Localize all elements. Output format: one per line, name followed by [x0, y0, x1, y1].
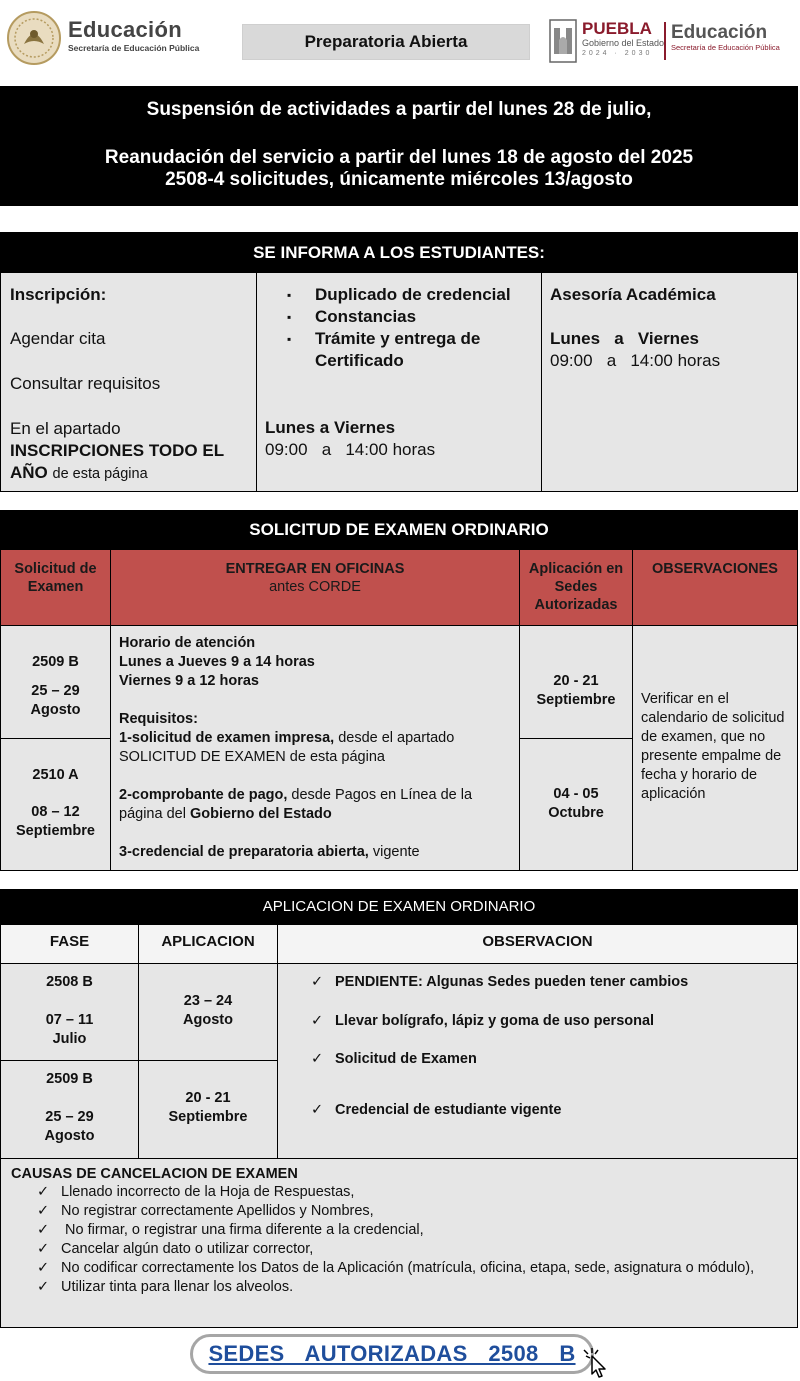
check-icon: ✓ — [37, 1203, 50, 1219]
causa-item — [37, 1240, 797, 1259]
observacion-item-label: Solicitud de Examen — [335, 1051, 477, 1067]
aplicacion-date-cell — [138, 963, 278, 1061]
aplicacion-title: APLICACION DE EXAMEN ORDINARIO — [0, 889, 798, 925]
horario-title: Horario de atención — [119, 635, 256, 651]
observacion-item-label: Credencial de estudiante vigente — [335, 1102, 562, 1118]
requisitos-block — [119, 634, 514, 862]
bullet-icon: ▪ — [287, 332, 292, 346]
causas-title: CAUSAS DE CANCELACION DE EXAMEN — [11, 1166, 298, 1182]
apartado-prefix: En el apartado — [10, 419, 121, 438]
check-icon: ✓ — [311, 1102, 324, 1118]
edu-right-title: Educación — [671, 22, 768, 43]
apartado-suffix: de esta página — [52, 466, 148, 482]
tramite-item-label: Duplicado de credencial — [315, 285, 511, 304]
requisito-1-bold: 1-solicitud de examen impresa, — [119, 730, 335, 746]
observaciones-list-cell — [277, 963, 798, 1159]
causa-item — [37, 1221, 797, 1240]
asesoria-hours: 09:00 a 14:00 horas — [550, 351, 721, 370]
informa-asesoria-cell — [541, 272, 798, 492]
solicitud-title: SOLICITUD DE EXAMEN ORDINARIO — [0, 510, 798, 550]
notice-line-2: Reanudación del servicio a partir del lunes 18 de agosto del 2025 — [104, 147, 694, 168]
horario-line-1: Lunes a Jueves 9 a 14 horas — [119, 654, 315, 670]
check-icon: ✓ — [311, 1051, 324, 1067]
sep-subtitle: Secretaría de Educación Pública — [68, 43, 200, 53]
consultar-requisitos: Consultar requisitos — [10, 374, 161, 393]
puebla-years: 2024 · 2030 — [582, 50, 653, 57]
inscripcion-label: Inscripción: — [10, 285, 107, 304]
check-icon: ✓ — [311, 1013, 324, 1029]
requisito-2 — [119, 786, 514, 824]
aplicacion-dates: 04 - 05 Octubre — [548, 786, 604, 821]
agendar-cita: Agendar cita — [10, 329, 106, 348]
causa-label: Utilizar tinta para llenar los alveolos. — [61, 1279, 294, 1295]
informa-inscripcion-cell — [0, 272, 257, 492]
puebla-subtitle: Gobierno del Estado — [582, 38, 665, 48]
apartado-text — [10, 440, 245, 485]
header-observaciones-label: OBSERVACIONES — [652, 561, 778, 577]
causas-list — [37, 1183, 797, 1297]
observacion-item — [311, 1050, 477, 1069]
sep-title: Educación — [68, 17, 182, 42]
fase-dates: 25 – 29 Agosto — [44, 1109, 95, 1144]
check-icon: ✓ — [37, 1260, 50, 1276]
check-icon: ✓ — [311, 974, 324, 990]
aplicacion-dates-cell — [519, 738, 633, 871]
requisito-1-rest: desde el apartado SOLICITUD DE EXAMEN de esta página — [119, 730, 455, 765]
header-fase — [0, 924, 139, 964]
puebla-name: PUEBLA — [582, 19, 652, 38]
notice-line-1: Suspensión de actividades a partir del lunes 28 de julio, — [146, 99, 652, 120]
observacion-item-label: PENDIENTE: Algunas Sedes pueden tener cambios — [335, 974, 689, 990]
tramite-item-label: Trámite y entrega de Certificado — [315, 329, 481, 370]
edu-right-subtitle: Secretaría de Educación Pública — [671, 43, 780, 52]
fase-code: 2509 B — [46, 1071, 93, 1087]
observaciones-cell — [632, 625, 798, 871]
causa-item — [37, 1183, 797, 1202]
causa-item — [37, 1278, 797, 1297]
tramite-item — [287, 328, 537, 372]
header-solicitud-label: Solicitud de Examen — [14, 561, 97, 595]
page-header — [0, 0, 800, 80]
solicitud-fase-cell — [0, 738, 111, 871]
puebla-cathedral-logo-icon — [548, 18, 578, 64]
bullet-icon: ▪ — [287, 310, 292, 324]
tramites-hours: 09:00 a 14:00 horas — [265, 440, 436, 459]
requisitos-title: Requisitos: — [119, 711, 198, 727]
requisito-2-rest: desde Pagos en Línea de la página del — [119, 787, 473, 822]
fase-code: 2510 A — [32, 767, 79, 783]
notice-line-3: 2508-4 solicitudes, únicamente miércoles 13/agosto — [165, 169, 633, 190]
aplicacion-dates-cell — [519, 625, 633, 739]
informa-title: SE INFORMA A LOS ESTUDIANTES: — [0, 232, 798, 273]
aplicacion-dates: 20 - 21 Septiembre — [168, 1090, 248, 1125]
asesoria-title: Asesoría Académica — [550, 285, 716, 304]
observacion-item — [311, 1012, 654, 1031]
check-icon: ✓ — [37, 1241, 50, 1257]
header-observacion — [277, 924, 798, 964]
fase-code: 2509 B — [32, 654, 79, 670]
tramites-list — [287, 284, 537, 372]
header-aplicacion-label: APLICACION — [161, 933, 255, 950]
asesoria-days: Lunes a Viernes — [550, 329, 699, 348]
program-title: Preparatoria Abierta — [242, 24, 530, 60]
requisito-3-rest: vigente — [368, 844, 420, 860]
aplicacion-dates: 20 - 21 Septiembre — [536, 673, 616, 708]
fase-dates: 25 – 29 Agosto — [30, 683, 81, 718]
observacion-item-label: Llevar bolígrafo, lápiz y goma de uso personal — [335, 1013, 655, 1029]
edu-puebla-brand — [671, 22, 780, 53]
header-aplicacion-label: Aplicación en Sedes Autorizadas — [528, 561, 624, 613]
causa-label: Llenado incorrecto de la Hoja de Respuestas, — [61, 1184, 355, 1200]
requisito-1 — [119, 729, 514, 767]
click-cursor-icon — [578, 1346, 612, 1378]
sep-eagle-logo-icon — [6, 10, 62, 66]
cancelacion-causas — [0, 1158, 798, 1328]
solicitud-fase-cell — [0, 625, 111, 739]
apartado-link-text: INSCRIPCIONES TODO EL AÑO — [10, 441, 224, 482]
puebla-brand — [582, 20, 664, 58]
header-aplicacion — [519, 549, 633, 626]
header-observacion-label: OBSERVACION — [482, 933, 593, 950]
fase-dates: 07 – 11 Julio — [45, 1012, 94, 1047]
aplicacion-date-cell — [138, 1060, 278, 1159]
horario-line-2: Viernes 9 a 12 horas — [119, 673, 259, 689]
header-entregar-line1: ENTREGAR EN OFICINAS — [225, 561, 405, 577]
requisito-3 — [119, 843, 514, 862]
causa-item — [37, 1259, 797, 1278]
requisito-3-bold: 3-credencial de preparatoria abierta, — [119, 844, 369, 860]
header-entregar-line2: antes CORDE — [269, 579, 361, 595]
causa-label: No firmar, o registrar una firma diferente a la credencial, — [61, 1222, 424, 1238]
fase-dates: 08 – 12 Septiembre — [16, 804, 95, 839]
entregar-requisitos-cell — [110, 625, 520, 871]
suspension-notice — [0, 86, 798, 206]
observacion-text: Verificar en el calendario de solicitud de examen, que no presente empalme de fecha y horario de aplicación — [641, 691, 785, 802]
observacion-item — [311, 973, 688, 992]
tramite-item — [287, 306, 537, 328]
fase-code: 2508 B — [46, 974, 93, 990]
check-icon: ✓ — [37, 1184, 50, 1200]
tramite-item — [287, 284, 537, 306]
sedes-autorizadas-button[interactable] — [190, 1334, 594, 1374]
causa-label: No codificar correctamente los Datos de la Aplicación (matrícula, oficina, etapa, sede, asignatura o módulo), — [61, 1260, 755, 1276]
requisito-2-bold2: Gobierno del Estado — [189, 806, 332, 822]
brand-divider — [664, 22, 666, 60]
observacion-item — [311, 1101, 561, 1120]
causa-item — [37, 1202, 797, 1221]
check-icon: ✓ — [37, 1222, 50, 1238]
aplicacion-fase-cell — [0, 1060, 139, 1159]
aplicacion-dates: 23 – 24 Agosto — [183, 993, 233, 1028]
tramites-days: Lunes a Viernes — [265, 418, 396, 437]
header-aplicacion-col — [138, 924, 278, 964]
header-solicitud — [0, 549, 111, 626]
requisito-2-bold: 2-comprobante de pago, — [119, 787, 288, 803]
check-icon: ✓ — [37, 1279, 50, 1295]
sep-brand — [68, 18, 199, 54]
causa-label: Cancelar algún dato o utilizar corrector, — [61, 1241, 314, 1257]
header-observaciones — [632, 549, 798, 626]
sedes-autorizadas-label[interactable]: SEDES AUTORIZADAS 2508 B — [208, 1341, 576, 1366]
tramite-item-label: Constancias — [315, 307, 417, 326]
bullet-icon: ▪ — [287, 288, 292, 302]
causa-label: No registrar correctamente Apellidos y Nombres, — [61, 1203, 374, 1219]
header-entregar — [110, 549, 520, 626]
header-fase-label: FASE — [49, 933, 90, 950]
informa-tramites-cell — [256, 272, 542, 492]
aplicacion-fase-cell — [0, 963, 139, 1061]
